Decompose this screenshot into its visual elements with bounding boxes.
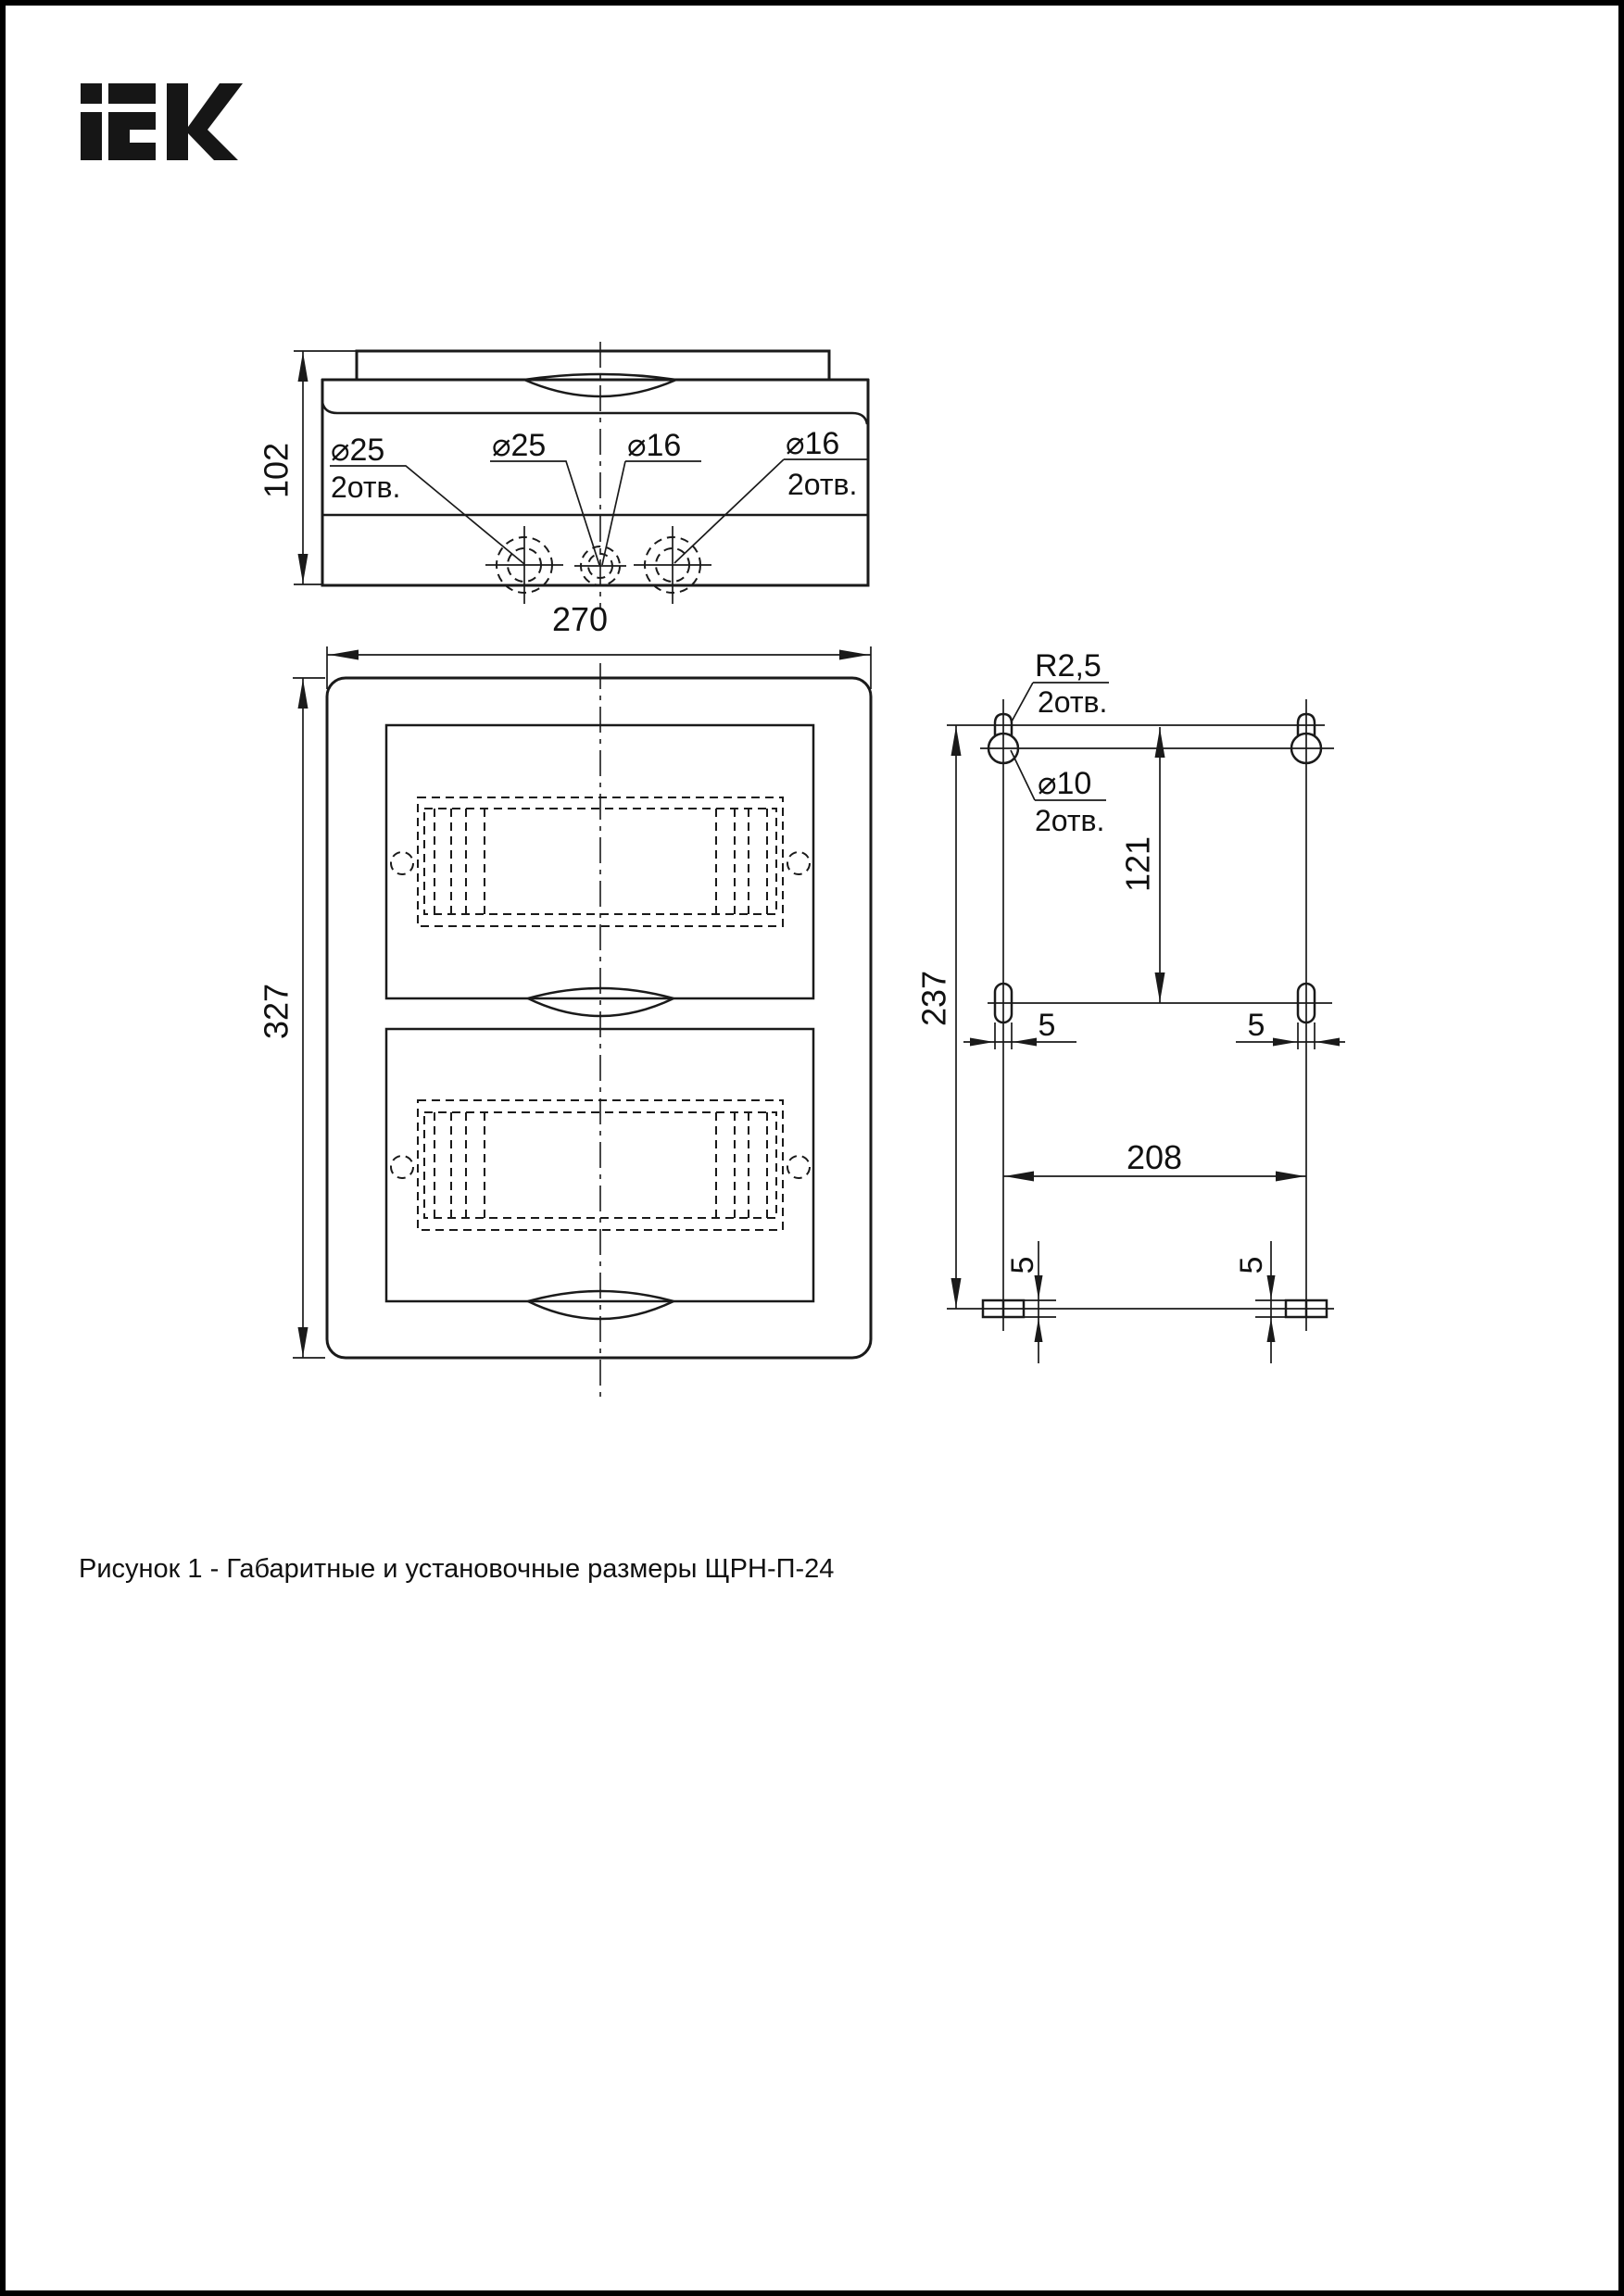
dim-327-label: 327 xyxy=(257,983,296,1040)
dim-270-label: 270 xyxy=(551,600,609,638)
logo-i-stem xyxy=(81,112,102,160)
callout-d16-2otv-dia: ⌀16 xyxy=(786,426,840,461)
page-frame xyxy=(3,3,1621,2293)
callout-d10-label: ⌀10 xyxy=(1038,766,1092,801)
logo-e-top xyxy=(108,83,156,104)
callout-d25-2otv-qty: 2отв. xyxy=(331,470,401,504)
callout-d25-dia: ⌀25 xyxy=(492,428,547,463)
logo-k-stem xyxy=(167,83,188,160)
callout-d25-2otv-dia: ⌀25 xyxy=(331,433,385,468)
dim-237-label: 237 xyxy=(914,970,953,1027)
dim-208-label: 208 xyxy=(1126,1138,1183,1176)
callout-r25-label: R2,5 xyxy=(1035,648,1102,684)
dim-102-label: 102 xyxy=(257,442,296,499)
callout-d10-qty: 2отв. xyxy=(1035,804,1105,837)
dim-121-label: 121 xyxy=(1118,835,1157,893)
dim-slot5-right-label: 5 xyxy=(1247,1008,1265,1043)
logo-i-dot xyxy=(81,83,102,104)
dim-tab5-right-label: 5 xyxy=(1233,1256,1269,1274)
callout-d16-dia: ⌀16 xyxy=(627,428,682,463)
dim-slot5-left-label: 5 xyxy=(1038,1008,1056,1043)
callout-d16-2otv-qty: 2отв. xyxy=(787,468,858,501)
dim-tab5-left-label: 5 xyxy=(1004,1256,1040,1274)
figure-caption: Рисунок 1 - Габаритные и установочные размеры ЩРН-П-24 xyxy=(79,1554,835,1584)
callout-r25-qty: 2отв. xyxy=(1038,685,1108,719)
